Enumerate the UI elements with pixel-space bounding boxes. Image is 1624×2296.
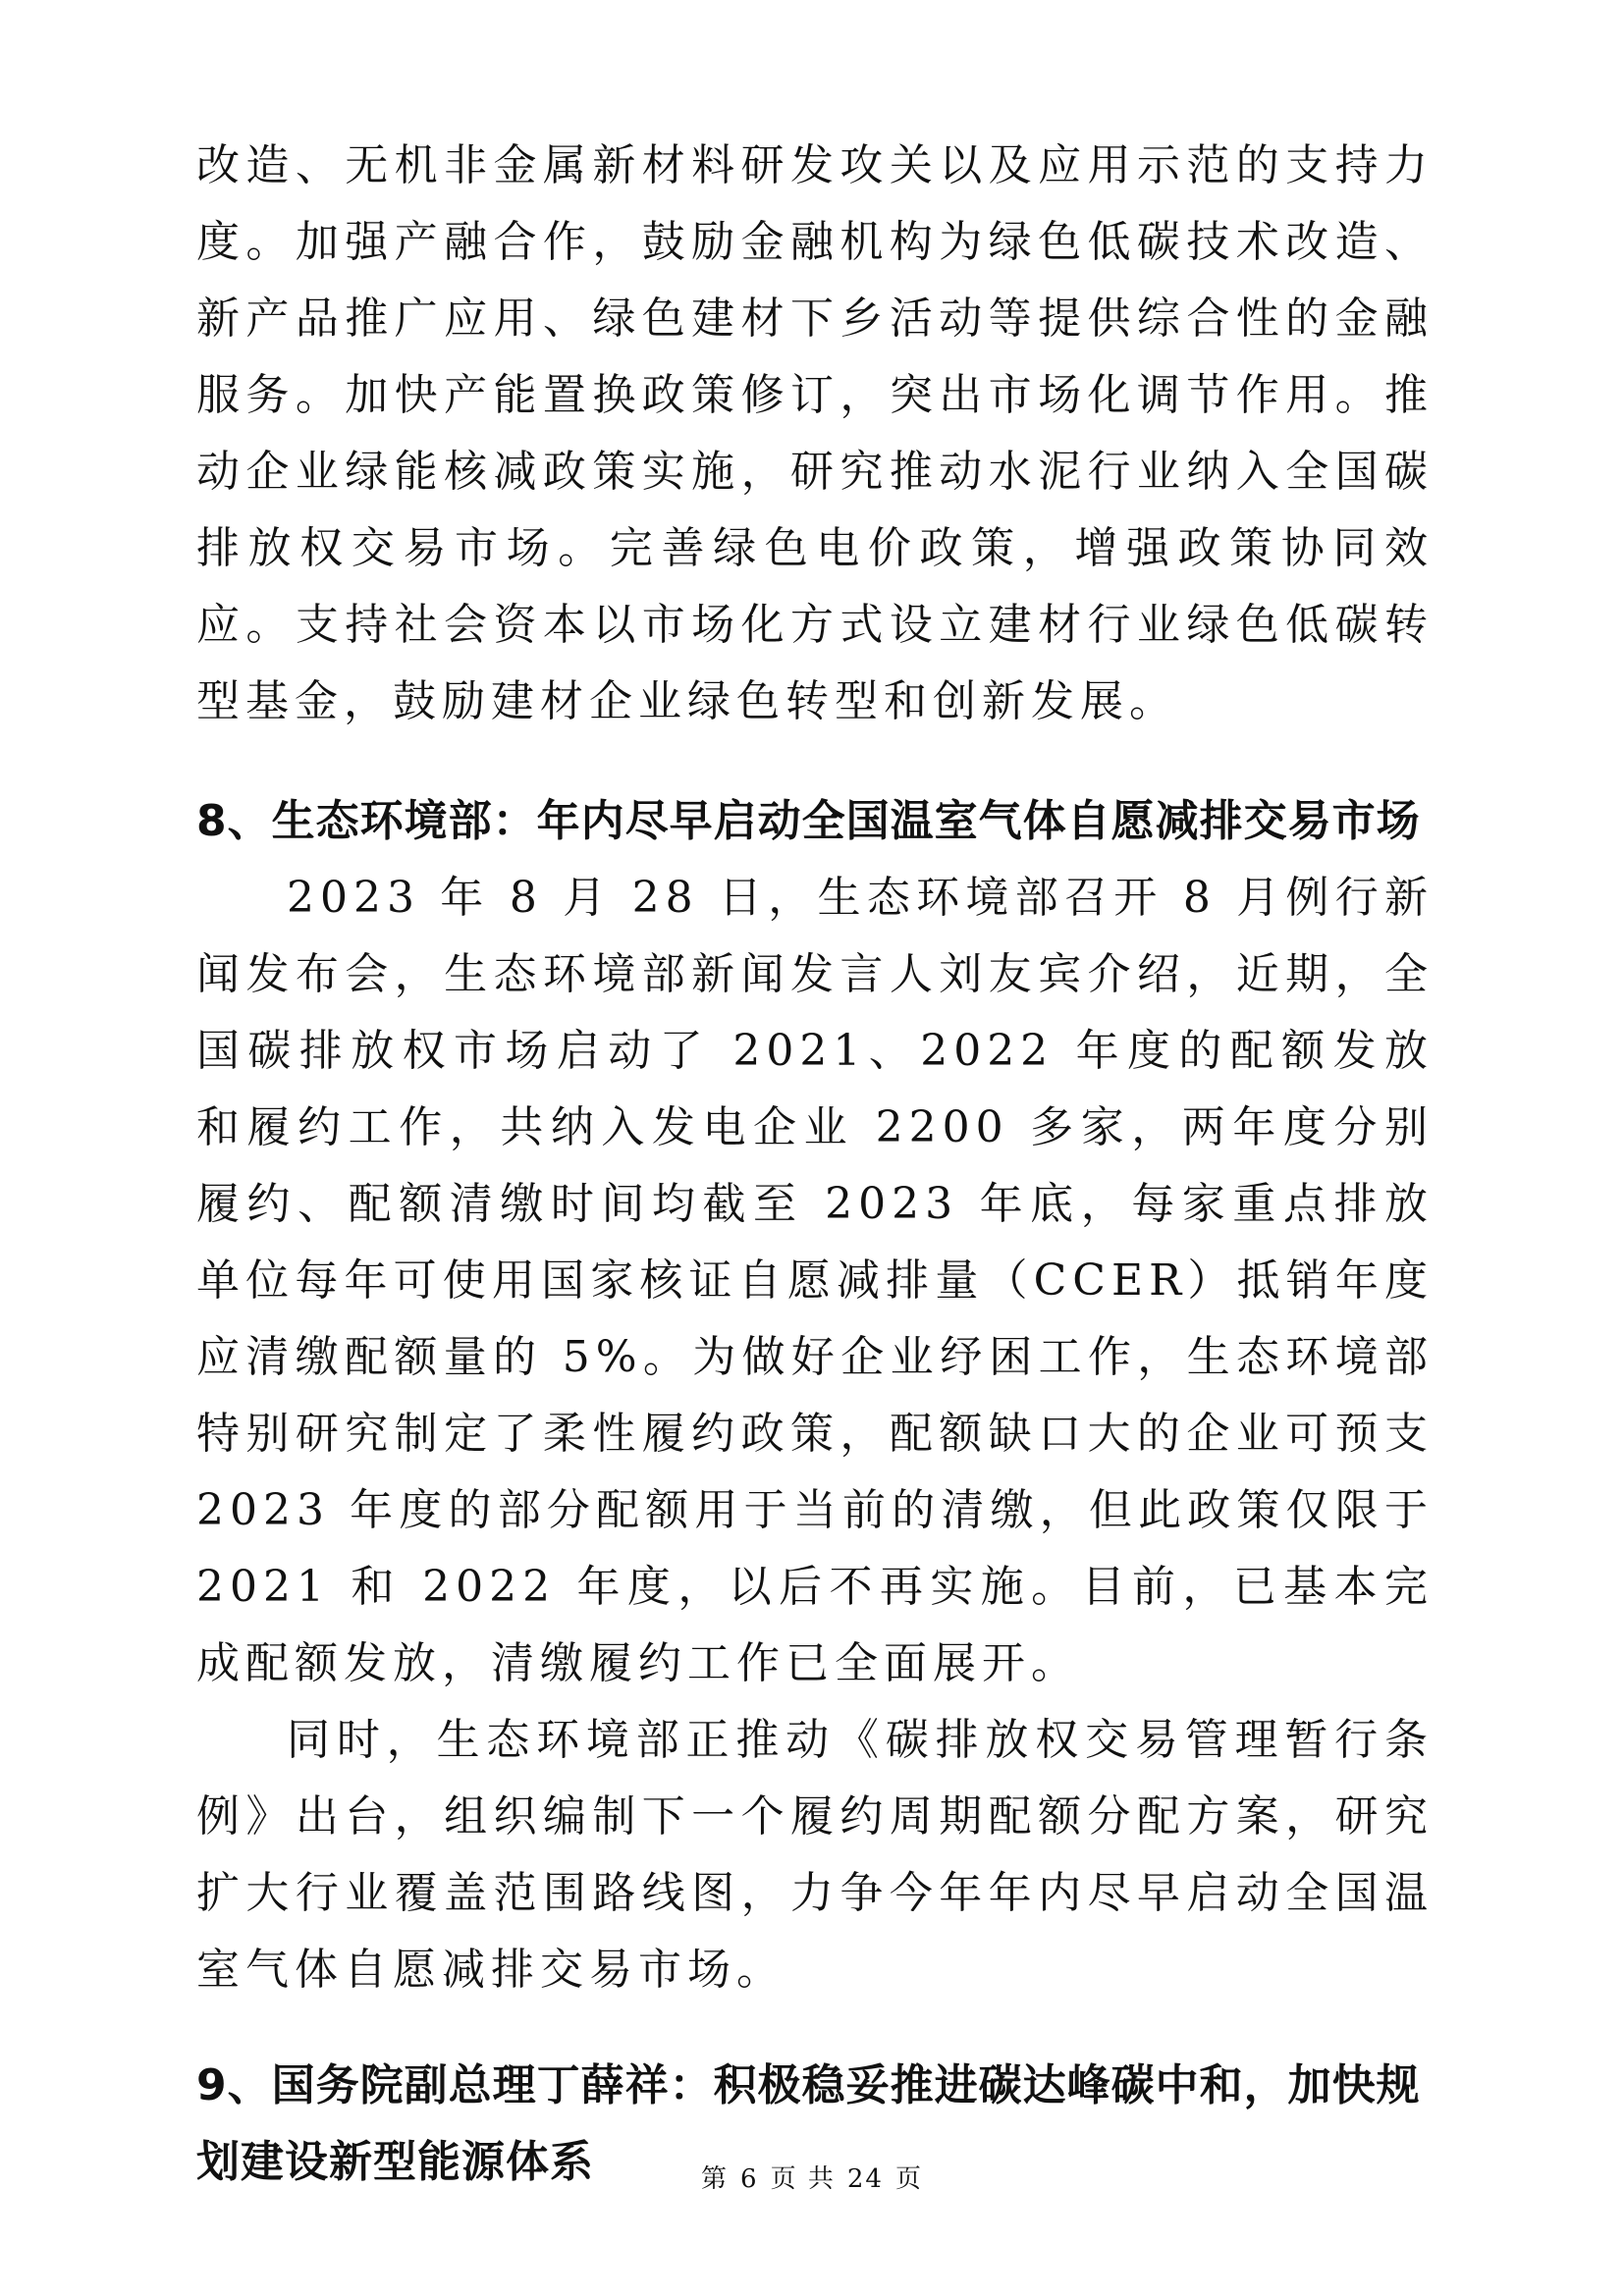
section-heading-8: 8、生态环境部：年内尽早启动全国温室气体自愿减排交易市场 <box>196 796 1421 846</box>
footer-page-number: 6 <box>740 2164 759 2194</box>
body-paragraph: 同时，生态环境部正推动《碳排放权交易管理暂行条例》出台，组织编制下一个履约周期配额分配方案，研究扩大行业覆盖范围路线图，力争今年年内尽早启动全国温室气体自愿减排交易市场。 <box>196 1715 1434 1995</box>
body-paragraph: 改造、无机非金属新材料研发攻关以及应用示范的支持力度。加强产融合作，鼓励金融机构为绿色低碳技术改造、新产品推广应用、绿色建材下乡活动等提供综合性的金融服务。加快产能置换政策修订，突出市场化调节作用。推动企业绿能核减政策实施，研究推动水泥行业纳入全国碳排放权交易市场。完善绿色电价政策，增强政策协同效应。支持社会资本以市场化方式设立建材行业绿色低碳转型基金，鼓励建材企业绿色转型和创新发展。 <box>196 140 1434 726</box>
body-paragraph: 2023 年 8 月 28 日，生态环境部召开 8 月例行新闻发布会，生态环境部新闻发言人刘友宾介绍，近期，全国碳排放权市场启动了 2021、2022 年度的配额发放和履约工作，共纳入发电企业 2200 多家，两年度分别履约、配额清缴时间均截至 2023 年底，每家重点排放单位每年可使用国家核证自愿减排量（CCER）抵销年度应清缴配额量的 5%。为做好企业纾困工作，生态环境部特别研究制定了柔性履约政策，配额缺口大的企业可预支 2023 年度的部分配额用于当前的清缴，但此政策仅限于 2021 和 2022 年度，以后不再实施。目前，已基本完成配额发放，清缴履约工作已全面展开。 <box>196 873 1434 1688</box>
footer-prefix: 第 <box>701 2164 730 2194</box>
footer-middle: 页 共 <box>770 2164 836 2194</box>
footer-total-pages: 24 <box>846 2164 884 2194</box>
footer-suffix: 页 <box>894 2164 923 2194</box>
document-body <box>196 128 1434 2201</box>
page-footer <box>0 2162 1624 2197</box>
section-heading-9: 9、国务院副总理丁薛祥：积极稳妥推进碳达峰碳中和，加快规划建设新型能源体系 <box>196 2060 1421 2187</box>
